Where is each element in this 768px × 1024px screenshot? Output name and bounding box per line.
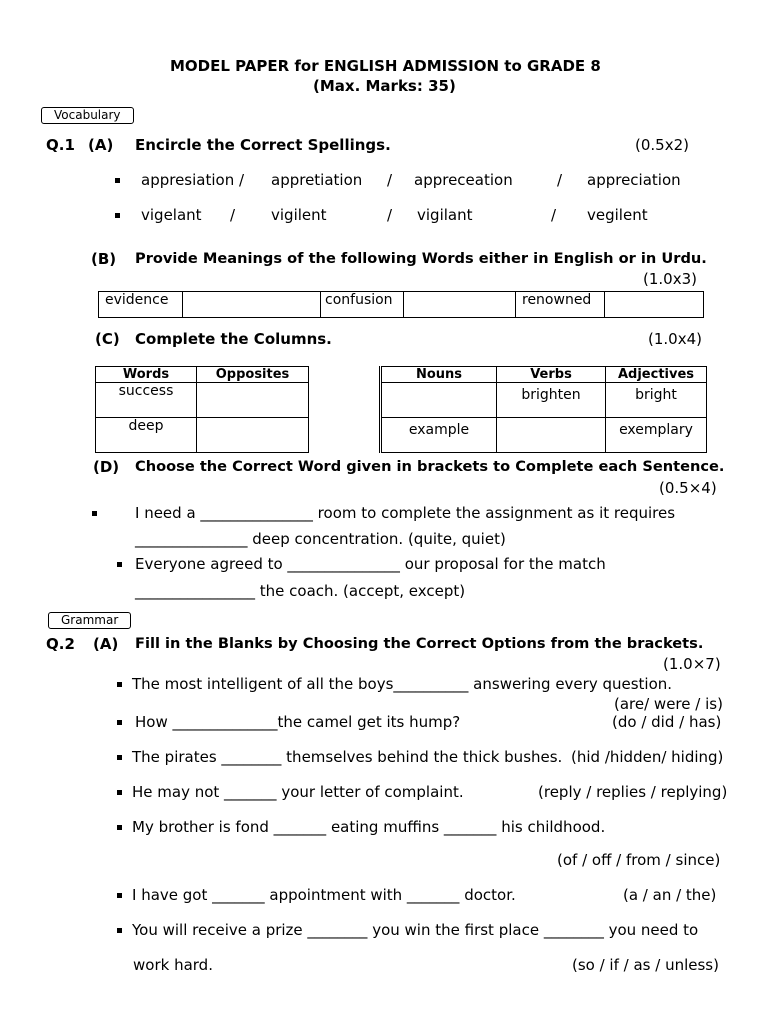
- meaning-blank[interactable]: [404, 292, 516, 318]
- bullet-icon: [117, 893, 122, 898]
- answer-blank[interactable]: [381, 383, 497, 418]
- slash-separator: /: [387, 206, 393, 224]
- bullet-icon: [92, 511, 97, 516]
- word-cell: evidence: [99, 292, 183, 318]
- question-item: My brother is fond _______ eating muffins _______ his childhood.: [132, 818, 606, 836]
- vocabulary-tag: Vocabulary: [41, 107, 134, 124]
- max-marks: (Max. Marks: 35): [313, 77, 456, 95]
- q1d-label: (D): [93, 458, 120, 476]
- column-header: Nouns: [381, 367, 497, 383]
- q1-number: Q.1: [46, 136, 75, 154]
- column-header: Words: [96, 367, 197, 383]
- options-text: (so / if / as / unless): [572, 956, 719, 974]
- question-item: He may not _______ your letter of complaint.: [132, 783, 464, 801]
- spelling-option: appretiation: [271, 171, 363, 189]
- spelling-option: appreciation: [587, 171, 681, 189]
- slash-separator: /: [230, 206, 236, 224]
- slash-separator: /: [387, 171, 393, 189]
- column-header: Opposites: [197, 367, 309, 383]
- table-cell: bright: [606, 383, 707, 418]
- question-item-continued: work hard.: [133, 956, 213, 974]
- question-item: The most intelligent of all the boys__________ answering every question.: [132, 675, 673, 693]
- meaning-blank[interactable]: [183, 292, 321, 318]
- q1d-marks: (0.5×4): [659, 479, 717, 497]
- question-item: How ______________the camel get its hump?: [135, 713, 461, 731]
- bullet-icon: [117, 825, 122, 830]
- bullet-icon: [117, 720, 122, 725]
- table-cell: success: [96, 383, 197, 418]
- table-cell: example: [381, 418, 497, 453]
- q1d-title: Choose the Correct Word given in brackets to Complete each Sentence.: [135, 458, 725, 475]
- slash-separator: /: [557, 171, 563, 189]
- opposites-table: [95, 366, 309, 453]
- spelling-option: vigelant: [141, 206, 202, 224]
- question-item: The pirates ________ themselves behind the thick bushes.: [132, 748, 563, 766]
- word-forms-table: [379, 366, 707, 453]
- options-text: (of / off / from / since): [557, 851, 721, 869]
- question-item: You will receive a prize ________ you win the first place ________ you need to: [132, 921, 699, 939]
- bullet-icon: [115, 213, 120, 218]
- options-text: (reply / replies / replying): [538, 783, 728, 801]
- q2a-title: Fill in the Blanks by Choosing the Correct Options from the brackets.: [135, 635, 704, 652]
- bullet-icon: [117, 562, 122, 567]
- q1c-marks: (1.0x4): [648, 330, 702, 348]
- sentence-line: _______________ deep concentration. (quite, quiet): [135, 530, 506, 548]
- table-cell: deep: [96, 418, 197, 453]
- bullet-icon: [117, 790, 122, 795]
- options-text: (a / an / the): [623, 886, 717, 904]
- options-text: (hid /hidden/ hiding): [571, 748, 724, 766]
- spelling-option: vigilant: [417, 206, 473, 224]
- bullet-icon: [117, 755, 122, 760]
- word-cell: renowned: [516, 292, 605, 318]
- grammar-tag: Grammar: [48, 612, 131, 629]
- spelling-option: appresiation /: [141, 171, 245, 189]
- sentence-line: Everyone agreed to _______________ our proposal for the match: [135, 555, 606, 573]
- q1a-label: (A): [88, 136, 114, 154]
- spelling-option: vegilent: [587, 206, 648, 224]
- q1c-label: (C): [95, 330, 120, 348]
- q2a-label: (A): [93, 635, 119, 653]
- meaning-blank[interactable]: [605, 292, 704, 318]
- bullet-icon: [117, 682, 122, 687]
- options-text: (are/ were / is): [614, 695, 723, 713]
- q2-number: Q.2: [46, 635, 75, 653]
- q1b-marks: (1.0x3): [643, 270, 697, 288]
- answer-blank[interactable]: [497, 418, 606, 453]
- bullet-icon: [117, 928, 122, 933]
- table-cell: brighten: [497, 383, 606, 418]
- spelling-option: appreceation: [414, 171, 513, 189]
- slash-separator: /: [551, 206, 557, 224]
- q1a-marks: (0.5x2): [635, 136, 689, 154]
- q1c-title: Complete the Columns.: [135, 330, 332, 348]
- q1a-title: Encircle the Correct Spellings.: [135, 136, 391, 154]
- meanings-table: [98, 291, 704, 318]
- q1b-title: Provide Meanings of the following Words either in English or in Urdu.: [135, 250, 707, 267]
- question-item: I have got _______ appointment with _______ doctor.: [132, 886, 516, 904]
- answer-blank[interactable]: [197, 418, 309, 453]
- word-cell: confusion: [321, 292, 404, 318]
- bullet-icon: [115, 178, 120, 183]
- spelling-option: vigilent: [271, 206, 327, 224]
- q1b-label: (B): [91, 250, 117, 268]
- page-title: MODEL PAPER for ENGLISH ADMISSION to GRADE 8: [170, 57, 601, 75]
- column-header: Adjectives: [606, 367, 707, 383]
- sentence-line: I need a _______________ room to complete the assignment as it requires: [135, 504, 676, 522]
- q2a-marks: (1.0×7): [663, 655, 721, 673]
- table-cell: exemplary: [606, 418, 707, 453]
- column-header: Verbs: [497, 367, 606, 383]
- answer-blank[interactable]: [197, 383, 309, 418]
- options-text: (do / did / has): [612, 713, 722, 731]
- sentence-line: ________________ the coach. (accept, except): [135, 582, 466, 600]
